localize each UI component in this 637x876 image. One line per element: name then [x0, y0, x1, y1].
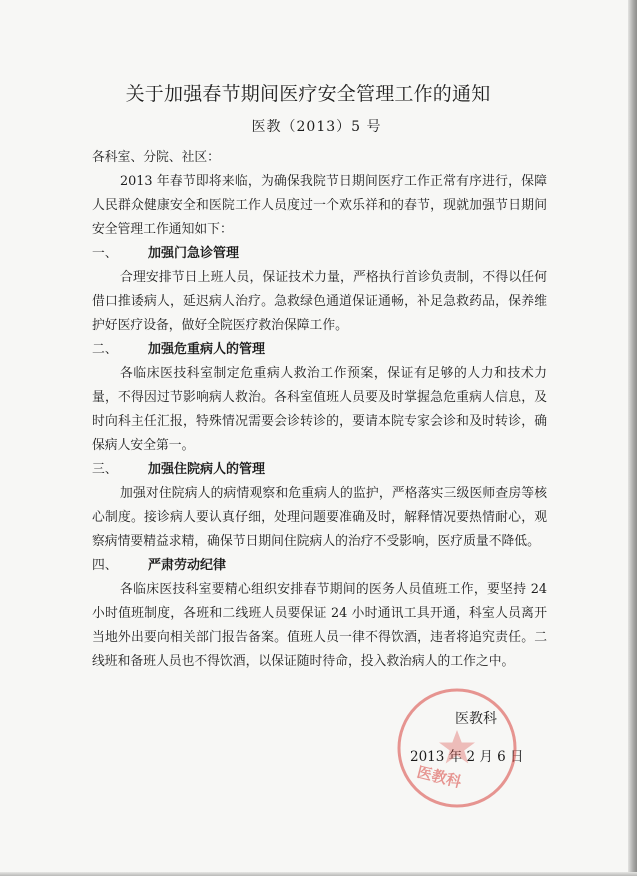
section-title: 加强危重病人的管理: [148, 342, 266, 357]
stamp-star-icon: [439, 730, 475, 764]
section-number: 二、: [92, 342, 118, 357]
section-number: 四、: [92, 558, 118, 573]
section-title: 加强住院病人的管理: [148, 462, 266, 477]
document-number: 医教（2013）5 号: [251, 119, 382, 135]
section-heading: [92, 554, 547, 578]
signature-department: 医教科: [455, 711, 497, 727]
scan-edge-bottom: [0, 872, 637, 876]
section-heading: [92, 458, 547, 482]
paragraph-line: 加强对住院病人的病情观察和危重病人的监护，严格落实三级医师查房等核: [120, 486, 547, 501]
scan-edge-right: [628, 0, 637, 876]
paragraph-line: 护好医疗设备，做好全院医疗救治保障工作。: [92, 318, 348, 333]
paragraph-line: 量，不得因过节影响病人救治。各科室值班人员要及时掌握急危重病人信息，及: [92, 390, 547, 405]
official-stamp: [382, 678, 532, 818]
section-title: 加强门急诊管理: [148, 246, 240, 261]
paragraph-line: 小时值班制度，各班和二线班人员要保证 24 小时通讯工具开通，科室人员离开: [92, 606, 547, 621]
section-number: 一、: [92, 246, 118, 261]
paragraph-line: 借口推诿病人，延迟病人治疗。急救绿色通道保证通畅，补足急救药品，保养维: [92, 294, 547, 309]
section-number: 三、: [92, 462, 118, 477]
paragraph-line: 保病人安全第一。: [92, 438, 195, 453]
paragraph-line: 察病情要精益求精，确保节日期间住院病人的治疗不受影响，医疗质量不降低。: [92, 534, 540, 549]
paragraph-line: 合理安排节日上班人员，保证技术力量，严格执行首诊负责制，不得以任何: [120, 270, 547, 285]
section-heading: [92, 242, 547, 266]
salutation: 各科室、分院、社区：: [92, 150, 220, 165]
paragraph-line: 心制度。接诊病人要认真仔细，处理问题要准确及时，解释情况要热情耐心，观: [92, 510, 547, 525]
paragraph-line: 时向科主任汇报，特殊情况需要会诊转诊的，要请本院专家会诊和及时转诊，确: [92, 414, 547, 429]
intro-line: 2013 年春节即将来临，为确保我院节日期间医疗工作正常有序进行，保障: [120, 174, 547, 189]
intro-line: 人民群众健康安全和医院工作人员度过一个欢乐祥和的春节，现就加强节日期间: [92, 198, 547, 213]
issue-date: 2013 年 2 月 6 日: [410, 749, 524, 765]
paragraph-line: 线班和备班人员也不得饮酒，以保证随时待命，投入救治病人的工作之中。: [92, 654, 515, 669]
paragraph-line: 各临床医技科室制定危重病人救治工作预案，保证有足够的人力和技术力: [120, 366, 547, 381]
stamp-text: 医教科: [415, 762, 464, 792]
paragraph-line: 当地外出要向相关部门报告备案。值班人员一律不得饮酒，违者将追究责任。二: [92, 630, 547, 645]
intro-line: 安全管理工作通知如下：: [92, 222, 233, 237]
document-body: [92, 146, 547, 674]
paragraph-line: 各临床医技科室要精心组织安排春节期间的医务人员值班工作，要坚持 24: [120, 582, 547, 597]
document-title: 关于加强春节期间医疗安全管理工作的通知: [125, 83, 491, 105]
section-heading: [92, 338, 547, 362]
section-title: 严肃劳动纪律: [148, 558, 227, 573]
